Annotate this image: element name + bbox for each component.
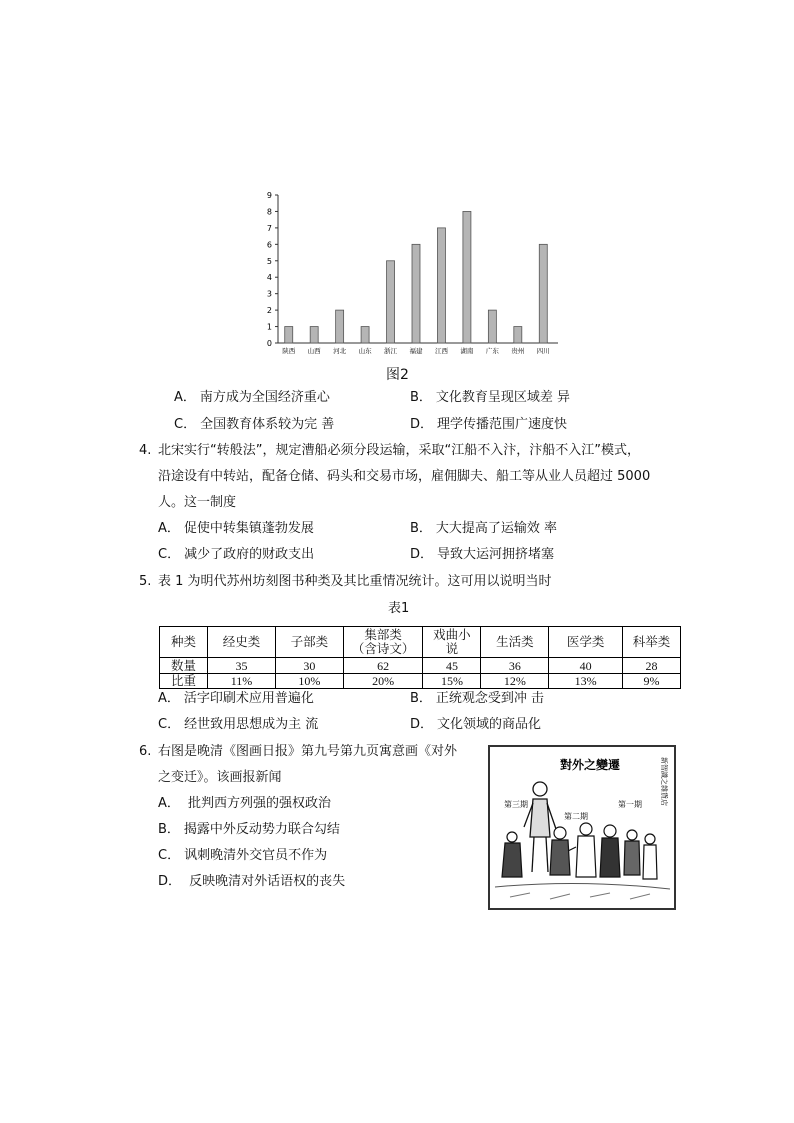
option-text: 经世致用思想成为主 流 xyxy=(184,717,319,732)
y-tick-label: 5 xyxy=(266,256,272,266)
y-tick-label: 2 xyxy=(266,306,272,316)
q5-option-a[interactable] xyxy=(158,690,314,708)
q5-option-c[interactable] xyxy=(158,716,318,734)
bar xyxy=(310,327,318,343)
bar xyxy=(488,310,496,343)
option-letter: D． xyxy=(410,717,434,732)
option-letter: A． xyxy=(158,796,180,811)
header-cell: 经史类 xyxy=(208,627,276,658)
option-letter: D． xyxy=(410,417,434,432)
q4-option-c[interactable] xyxy=(158,546,314,564)
count-cell: 45 xyxy=(423,658,481,674)
q4-number: 4. xyxy=(139,443,152,458)
share-cell: 13% xyxy=(549,674,623,689)
x-axis-labels xyxy=(282,346,550,355)
header-cell: 生活类 xyxy=(481,627,549,658)
table-header-row xyxy=(160,627,681,658)
table-caption: 表1 xyxy=(388,601,410,616)
x-tick-label: 福建 xyxy=(409,347,423,355)
bar xyxy=(336,310,344,343)
q4-option-b[interactable] xyxy=(410,520,557,538)
header-line: （含诗文） xyxy=(351,641,415,656)
row-label: 数量 xyxy=(160,658,208,674)
header-cell xyxy=(343,627,423,658)
option-letter: C． xyxy=(158,848,181,863)
x-tick-label: 山西 xyxy=(307,347,321,355)
header-line: 说 xyxy=(445,641,459,656)
share-cell: 11% xyxy=(208,674,276,689)
option-letter: B． xyxy=(410,691,432,706)
official-figure-left xyxy=(502,832,522,877)
count-cell: 30 xyxy=(275,658,343,674)
header-line: 集部类 xyxy=(364,627,402,642)
q3-option-a[interactable] xyxy=(174,389,330,407)
count-cell: 28 xyxy=(623,658,681,674)
bar xyxy=(387,261,395,343)
header-line: 戏曲小 xyxy=(433,627,471,642)
share-cell: 10% xyxy=(275,674,343,689)
cartoon-label-2: 第二期 xyxy=(564,812,588,821)
x-tick-label: 陕西 xyxy=(282,347,296,355)
official-figure-right xyxy=(600,825,657,879)
bar-chart xyxy=(250,185,570,360)
q6-option-a[interactable] xyxy=(158,795,331,813)
option-text: 导致大运河拥挤堵塞 xyxy=(437,547,555,562)
book-stats-table xyxy=(159,626,681,689)
row-label: 种类 xyxy=(160,627,208,658)
option-text: 文化领域的商品化 xyxy=(437,717,542,732)
x-tick-label: 广东 xyxy=(485,347,499,355)
option-text: 正统观念受到冲 击 xyxy=(435,691,545,706)
x-tick-label: 河北 xyxy=(333,347,347,355)
q6-option-c[interactable] xyxy=(158,847,327,865)
count-cell: 36 xyxy=(481,658,549,674)
cartoon-corner-note: 新智識之雜貨店 xyxy=(660,757,668,806)
q3-option-c[interactable] xyxy=(174,416,334,434)
y-tick-label: 3 xyxy=(266,289,272,299)
q3-option-b[interactable] xyxy=(410,389,570,407)
y-tick-label: 6 xyxy=(266,240,272,250)
share-cell: 15% xyxy=(423,674,481,689)
option-letter: A． xyxy=(174,390,196,405)
q5-option-d[interactable] xyxy=(410,716,541,734)
q4-stem-line-2: 沿途设有中转站，配备仓储、码头和交易市场，雇佣脚夫、船工等从业人员超过 5000 xyxy=(158,469,651,484)
option-letter: C． xyxy=(158,547,181,562)
option-text: 讽刺晚清外交官员不作为 xyxy=(184,848,328,863)
cartoon-label-3: 第三期 xyxy=(504,800,528,809)
share-cell: 9% xyxy=(623,674,681,689)
y-tick-label: 4 xyxy=(266,273,272,283)
bar xyxy=(539,244,547,343)
option-text: 揭露中外反动势力联合勾结 xyxy=(183,822,340,837)
header-cell: 科举类 xyxy=(623,627,681,658)
share-cell: 12% xyxy=(481,674,549,689)
bar xyxy=(361,327,369,343)
bar xyxy=(514,327,522,343)
option-letter: A． xyxy=(158,521,180,536)
q4-option-a[interactable] xyxy=(158,520,314,538)
option-text: 促使中转集镇蓬勃发展 xyxy=(183,521,314,536)
option-letter: B． xyxy=(158,822,180,837)
y-tick-label: 9 xyxy=(266,191,272,200)
option-letter: C． xyxy=(158,717,181,732)
table-row-share xyxy=(160,674,681,689)
x-tick-label: 贵州 xyxy=(511,347,525,355)
option-text: 全国教育体系较为完 善 xyxy=(200,417,335,432)
option-letter: D． xyxy=(158,874,182,889)
option-text: 文化教育呈现区域差 异 xyxy=(435,390,571,405)
q5-stem: 表 1 为明代苏州坊刻图书种类及其比重情况统计。这可用以说明当时 xyxy=(158,574,552,589)
q5-option-b[interactable] xyxy=(410,690,544,708)
q6-number: 6. xyxy=(139,744,152,759)
bar xyxy=(463,211,471,343)
option-letter: B． xyxy=(410,390,432,405)
q6-option-d[interactable] xyxy=(158,873,345,891)
share-cell: 20% xyxy=(343,674,423,689)
option-text: 批判西方列强的强权政治 xyxy=(183,796,332,811)
q6-stem-line-2: 之变迁》。该画报新闻 xyxy=(158,770,282,785)
bar xyxy=(285,327,293,343)
q3-option-d[interactable] xyxy=(410,416,567,434)
q4-stem-line-1: 北宋实行“转般法”，规定漕船必须分段运输，采取“江船不入汴，汴船不入江”模式， xyxy=(158,443,640,458)
bar xyxy=(437,228,445,343)
q6-option-b[interactable] xyxy=(158,821,340,839)
y-tick-label: 7 xyxy=(266,223,272,233)
option-text: 减少了政府的财政支出 xyxy=(184,547,315,562)
option-text: 南方成为全国经济重心 xyxy=(199,390,330,405)
table-row-count xyxy=(160,658,681,674)
q6-stem-line-1: 右图是晚清《图画日报》第九号第九页寓意画《对外 xyxy=(158,744,458,759)
bars xyxy=(285,211,548,343)
x-tick-label: 山东 xyxy=(358,347,372,355)
cartoon-illustration xyxy=(488,745,676,910)
y-tick-label: 1 xyxy=(266,322,272,332)
header-cell: 医学类 xyxy=(549,627,623,658)
q4-option-d[interactable] xyxy=(410,546,554,564)
cartoon-title: 對外之變遷 xyxy=(560,758,621,772)
q5-number: 5. xyxy=(139,574,152,589)
row-label: 比重 xyxy=(160,674,208,689)
bar xyxy=(412,244,420,343)
option-letter: D． xyxy=(410,547,434,562)
y-tick-label: 8 xyxy=(266,207,272,217)
option-text: 活字印刷术应用普遍化 xyxy=(183,691,314,706)
x-tick-label: 江西 xyxy=(434,347,448,355)
option-letter: C． xyxy=(174,417,197,432)
x-tick-label: 浙江 xyxy=(384,347,398,355)
cartoon-drawing xyxy=(490,747,674,908)
cartoon-label-1: 第一期 xyxy=(618,800,642,809)
option-text: 反映晚清对外话语权的丧失 xyxy=(185,874,346,889)
option-letter: B． xyxy=(410,521,432,536)
count-cell: 62 xyxy=(343,658,423,674)
header-cell xyxy=(423,627,481,658)
x-tick-label: 湖南 xyxy=(460,347,474,355)
y-tick-label: 0 xyxy=(266,339,272,348)
q4-stem-line-3: 人。这一制度 xyxy=(158,495,237,510)
chart-caption: 图2 xyxy=(386,367,409,383)
option-text: 大大提高了运输效 率 xyxy=(435,521,558,536)
count-cell: 35 xyxy=(208,658,276,674)
header-cell: 子部类 xyxy=(275,627,343,658)
count-cell: 40 xyxy=(549,658,623,674)
option-text: 理学传播范围广速度快 xyxy=(437,417,568,432)
option-letter: A． xyxy=(158,691,180,706)
x-tick-label: 四川 xyxy=(536,347,550,355)
official-figure-middle xyxy=(550,823,596,877)
